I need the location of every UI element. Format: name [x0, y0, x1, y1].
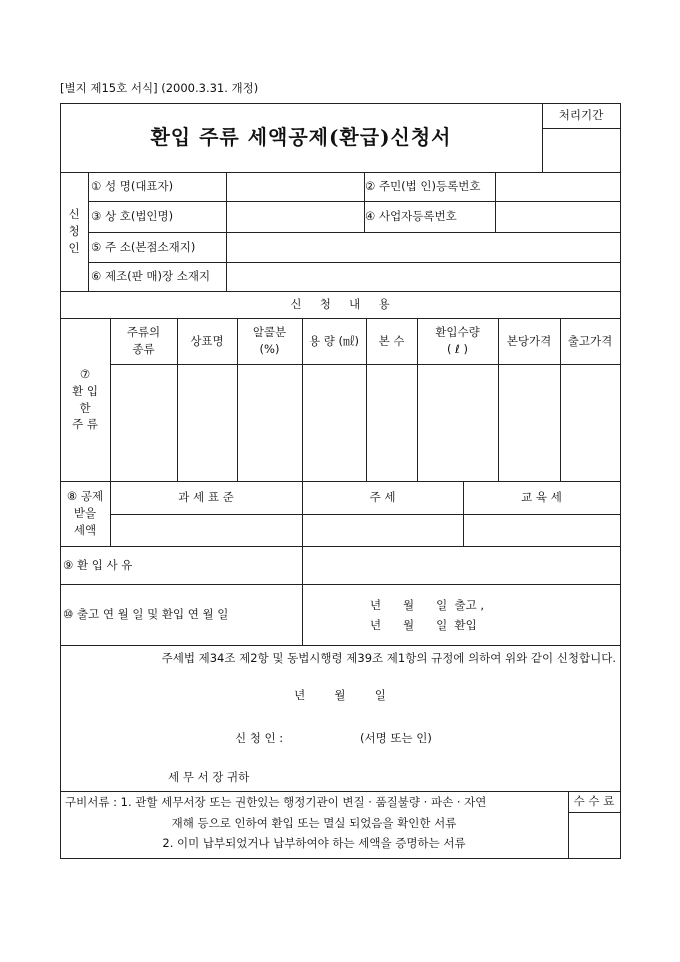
- fee-field[interactable]: [569, 813, 620, 858]
- dates-label: ⑩ 출고 연 월 일 및 환입 연 월 일: [63, 607, 229, 622]
- applicant-section-label: 신 청 인: [68, 207, 80, 255]
- returned-liquor-section-label: ⑦ 환 입 한 주 류: [72, 367, 98, 432]
- business-number-field[interactable]: [496, 201, 620, 232]
- return-date-line[interactable]: 년 월 일 환입: [370, 617, 477, 632]
- id-number-label: ② 주민(법 인)등록번호: [365, 179, 481, 194]
- signature-hint[interactable]: (서명 또는 인): [360, 730, 432, 745]
- addressee: 세 무 서 장 귀하: [168, 769, 250, 784]
- col-education-tax: 교 육 세: [521, 490, 562, 505]
- deductible-tax-section-label: ⑧ 공제 받을 세액: [66, 489, 104, 537]
- processing-period-label: 처리기간: [558, 108, 604, 123]
- applicant-signature-label: 신 청 인 :: [235, 730, 284, 745]
- col-unit-price: 본당가격: [506, 333, 552, 348]
- required-docs-line-3: 2. 이미 납부되었거나 납부하여야 하는 세액을 증명하는 서류: [162, 835, 466, 850]
- address-label: ⑤ 주 소(본점소재지): [91, 239, 196, 254]
- processing-period-field[interactable]: [542, 129, 620, 172]
- tax-base-field[interactable]: [110, 515, 302, 546]
- col-release-price: 출고가격: [567, 333, 613, 348]
- items-entry-area[interactable]: [110, 365, 620, 481]
- col-alcohol: 알콜분 (%): [252, 325, 287, 356]
- address-field[interactable]: [227, 232, 620, 262]
- factory-location-field[interactable]: [227, 262, 620, 291]
- declaration-statement: 주세법 제34조 제2항 및 동법시행령 제39조 제1항의 규정에 의하여 위와 같이 신청합니다.: [161, 650, 616, 665]
- factory-location-label: ⑥ 제조(판 매)장 소재지: [91, 269, 211, 284]
- company-label: ③ 상 호(법인명): [91, 209, 174, 224]
- company-field[interactable]: [227, 201, 364, 232]
- release-date-line[interactable]: 년 월 일 출고 ,: [370, 597, 485, 612]
- col-tax-base: 과 세 표 준: [178, 490, 234, 505]
- declaration-date: 년 월 일: [294, 687, 386, 702]
- name-label: ① 성 명(대표자): [91, 179, 174, 194]
- return-reason-label: ⑨ 환 입 사 유: [63, 557, 133, 572]
- col-return-quantity: 환입수량 ( ℓ ): [435, 325, 480, 356]
- col-volume: 용 량 (㎖): [308, 333, 359, 348]
- col-bottles: 본 수: [378, 333, 405, 348]
- fee-label: 수 수 료: [573, 794, 615, 809]
- request-content-header: 신 청 내 용: [290, 297, 390, 312]
- name-field[interactable]: [227, 172, 364, 201]
- col-brand: 상표명: [190, 333, 224, 348]
- required-docs-line-2: 재해 등으로 인하여 환입 또는 멸실 되었음을 확인한 서류: [171, 815, 457, 830]
- liquor-tax-field[interactable]: [303, 515, 463, 546]
- return-reason-field[interactable]: [303, 546, 620, 584]
- id-number-field[interactable]: [496, 172, 620, 201]
- col-liquor-type: 주류의 종류: [126, 325, 161, 356]
- form-reference: [별지 제15호 서식] (2000.3.31. 개정): [60, 80, 259, 95]
- col-liquor-tax: 주 세: [369, 490, 396, 505]
- business-number-label: ④ 사업자등록번호: [365, 209, 457, 224]
- education-tax-field[interactable]: [464, 515, 620, 546]
- form-title: 환입 주류 세액공제(환급)신청서: [150, 125, 452, 149]
- required-docs-line-1: 구비서류 : 1. 관할 세무서장 또는 권한있는 행정기관이 변질 · 품질불량 · 파손 · 자연: [65, 794, 487, 809]
